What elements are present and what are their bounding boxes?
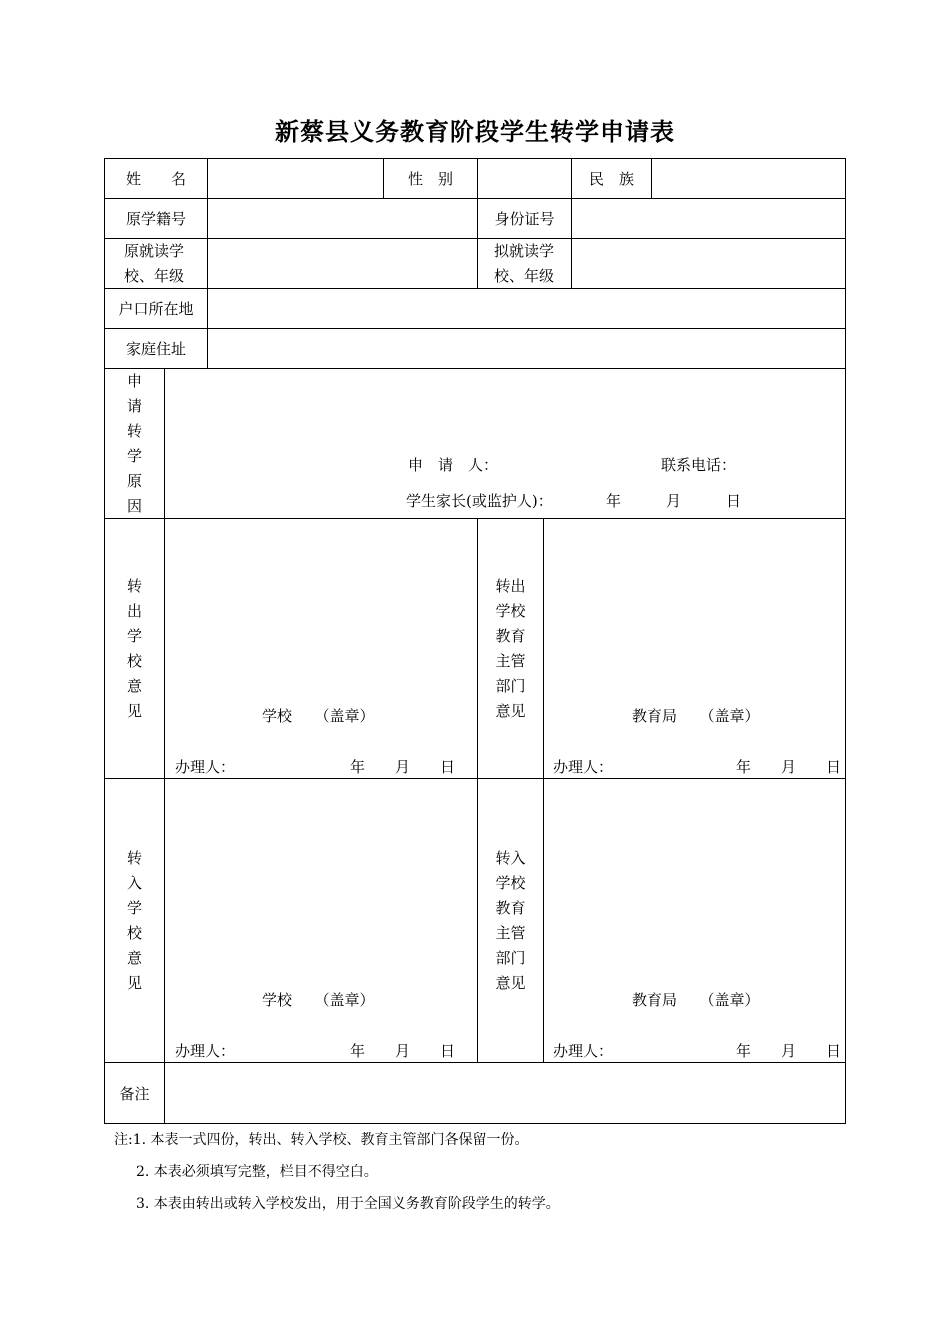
phone-label: 联系电话： xyxy=(661,456,737,474)
target-school-field[interactable] xyxy=(572,239,845,288)
household-registration-field[interactable] xyxy=(208,289,845,328)
label-line: 教育 xyxy=(495,899,526,917)
label-char: 见 xyxy=(126,702,142,720)
applicant-label: 申 请 人： xyxy=(408,456,499,474)
label-line: 转入 xyxy=(495,849,526,867)
transfer-out-school-handler: 办理人： xyxy=(175,758,236,776)
original-school-label-line1: 原就读学 xyxy=(124,242,185,260)
home-address-field[interactable] xyxy=(208,329,845,368)
id-number-field[interactable] xyxy=(572,199,845,238)
ethnicity-label: 民 族 xyxy=(588,170,634,188)
label-line: 意见 xyxy=(495,702,526,720)
transfer-in-dept-opinion-field[interactable] xyxy=(544,779,845,984)
transfer-out-dept-date: 年 月 日 xyxy=(736,758,842,776)
label-line: 学校 xyxy=(495,602,526,620)
label-char: 校 xyxy=(126,652,142,670)
transfer-in-dept-label xyxy=(478,846,543,996)
reason-label-char: 转 xyxy=(126,422,142,440)
label-line: 主管 xyxy=(495,924,526,942)
reason-label-char: 因 xyxy=(126,497,142,515)
gender-label: 性 别 xyxy=(407,170,453,188)
note-1: 注:1. 本表一式四份，转出、转入学校、教育主管部门各保留一份。 xyxy=(114,1132,529,1148)
label-line: 主管 xyxy=(495,652,526,670)
transfer-in-dept-seal: 教育局 （盖章） xyxy=(632,991,760,1009)
label-char: 学 xyxy=(126,627,142,645)
remarks-label: 备注 xyxy=(119,1084,150,1103)
ethnicity-field[interactable] xyxy=(652,159,845,198)
label-char: 入 xyxy=(126,874,142,892)
transfer-in-school-seal: 学校 （盖章） xyxy=(262,991,375,1009)
transfer-in-dept-date: 年 月 日 xyxy=(736,1042,842,1060)
home-address-label: 家庭住址 xyxy=(125,340,186,358)
original-school-field[interactable] xyxy=(208,239,477,288)
transfer-in-school-date: 年 月 日 xyxy=(350,1042,456,1060)
reason-label-char: 请 xyxy=(126,397,142,415)
reason-label-char: 学 xyxy=(126,447,142,465)
transfer-in-school-label xyxy=(105,846,164,996)
label-char: 意 xyxy=(126,677,142,695)
id-number-label: 身份证号 xyxy=(494,210,555,228)
guardian-label: 学生家长(或监护人)： xyxy=(406,492,553,510)
transfer-out-dept-label xyxy=(478,574,543,724)
label-line: 转出 xyxy=(495,577,526,595)
reason-label-char: 原 xyxy=(126,472,142,490)
name-label: 姓 名 xyxy=(125,170,186,188)
note-2: 2. 本表必须填写完整，栏目不得空白。 xyxy=(136,1164,378,1180)
reason-label xyxy=(105,369,164,519)
transfer-out-dept-seal: 教育局 （盖章） xyxy=(632,707,760,725)
guardian-date: 年 月 日 xyxy=(606,492,742,510)
transfer-in-dept-handler: 办理人： xyxy=(553,1042,614,1060)
target-school-label-line2: 校、年级 xyxy=(494,267,555,285)
transfer-out-dept-opinion-field[interactable] xyxy=(544,519,845,699)
transfer-out-school-seal: 学校 （盖章） xyxy=(262,707,375,725)
remarks-field[interactable] xyxy=(165,1063,845,1123)
transfer-in-school-opinion-field[interactable] xyxy=(165,779,477,984)
reason-field[interactable] xyxy=(165,369,845,449)
label-line: 意见 xyxy=(495,974,526,992)
label-char: 转 xyxy=(126,849,142,867)
transfer-out-school-opinion-field[interactable] xyxy=(165,519,477,699)
label-char: 出 xyxy=(126,602,142,620)
label-line: 部门 xyxy=(495,677,526,695)
gender-field[interactable] xyxy=(478,159,571,198)
label-line: 学校 xyxy=(495,874,526,892)
transfer-out-school-label xyxy=(105,574,164,724)
table-border-right xyxy=(845,158,846,1124)
label-line: 部门 xyxy=(495,949,526,967)
original-student-id-field[interactable] xyxy=(208,199,477,238)
original-school-label-line2: 校、年级 xyxy=(124,267,185,285)
transfer-out-dept-handler: 办理人： xyxy=(553,758,614,776)
label-line: 教育 xyxy=(495,627,526,645)
household-registration-label: 户口所在地 xyxy=(118,300,194,318)
reason-label-char: 申 xyxy=(126,372,142,390)
transfer-out-school-date: 年 月 日 xyxy=(350,758,456,776)
target-school-label-line1: 拟就读学 xyxy=(494,242,555,260)
label-char: 见 xyxy=(126,974,142,992)
label-char: 校 xyxy=(126,924,142,942)
note-3: 3. 本表由转出或转入学校发出，用于全国义务教育阶段学生的转学。 xyxy=(136,1196,560,1212)
form-title: 新蔡县义务教育阶段学生转学申请表 xyxy=(275,117,675,146)
label-char: 意 xyxy=(126,949,142,967)
table-border-bottom xyxy=(104,1123,846,1124)
name-field[interactable] xyxy=(208,159,383,198)
label-char: 学 xyxy=(126,899,142,917)
col-divider xyxy=(164,368,165,1123)
transfer-in-school-handler: 办理人： xyxy=(175,1042,236,1060)
label-char: 转 xyxy=(126,577,142,595)
original-student-id-label: 原学籍号 xyxy=(125,210,186,228)
